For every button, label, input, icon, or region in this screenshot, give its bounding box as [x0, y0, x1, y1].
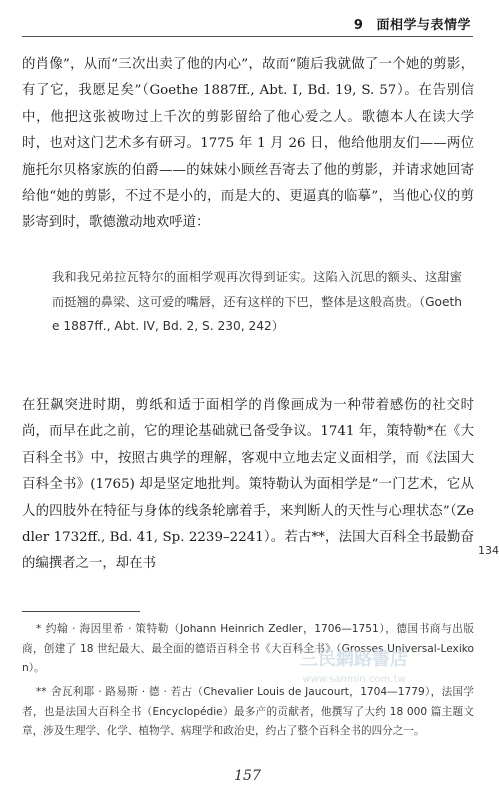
- body-paragraph-1: 的肖像”，从而“三次出卖了他的内心”，故而“随后我就做了一个她的剪影，有了它，我愿足矣”（Goethe 1887ff., Abt. Ⅰ, Bd. 19, S. 57）。在告别信中，他把这张被吻过上千次的剪影留给了他心爱之人。歌德本人在读大学时，也对这门艺术多有研习。1775 年 1 月 26 日，他给他朋友们——两位施托尔贝格家族的伯爵——的妹妹小顾丝吾寄去了他的剪影，并请求她回寄给他“她的剪影，不过不是小的，而是大的、更逼真的临摹”，当他心仪的剪影寄到时，歌德激动地欢呼道：: [22, 57, 474, 231]
- body-paragraph-2: 在狂飙突进时期，剪纸和适于面相学的肖像画成为一种带着感伤的社交时尚，而早在此之前，它的理论基础就已备受争议。1741 年，策特勒*在《大百科全书》中，按照古典学的理解，客观中立地去定义面相学，而《法国大百科全书》(1765) 却是坚定地批判。策特勒认为面相学是“一门艺术，它从人的四肢外在特征与身体的线条轮廓着手，来判断人的天性与心理状态”（Zedler 1732ff., Bd. 41, Sp. 2239–2241）。若古**，法国大百科全书最勤奋的编撰者之一，却在书: [22, 398, 474, 572]
- block-quote: 我和我兄弟拉瓦特尔的面相学观再次得到证实。这陷入沉思的额头、这甜蜜而挺翘的鼻梁、这可爱的嘴唇，还有这样的下巴，整体是这般高贵。（Goethe 1887ff., Abt. IV, Bd. 2, S. 230, 242）: [52, 270, 462, 333]
- footnote-2: [22, 683, 474, 742]
- running-head: [354, 14, 471, 33]
- footnote-text: 舍瓦利耶 · 路易斯 · 德 · 若古（Chevalier Louis de Jaucourt，1704—1779），法国学者，也是法国大百科全书（Encyclopédie）最多产的贡献者，他撰写了大约 18 000 篇主题文章，涉及生理学、化学、植物学、病理学和政治史，约占了整个百科全书的四分之一。: [22, 686, 474, 737]
- watermark-name: 三民網路書店: [300, 649, 408, 670]
- footnote-text: 约翰 · 海因里希 · 策特勒（Johann Heinrich Zedler，1706—1751），德国书商与出版商，创建了 18 世纪最大、最全面的德语百科全书《大百科全书》（Grosses Universal-Lexikon）。: [22, 623, 474, 674]
- footnote-mark: *: [36, 623, 42, 635]
- chapter-number: 9: [353, 18, 364, 33]
- page-number: 157: [234, 768, 261, 784]
- header-rule: [22, 36, 473, 37]
- chapter-title: 面相学与表情学: [376, 18, 471, 33]
- footnote-1: [22, 620, 474, 679]
- footnote-rule: [22, 611, 140, 612]
- margin-page-number: 134: [478, 544, 499, 557]
- footnote-mark: **: [36, 686, 47, 698]
- watermark-url: www.sanmin.com.tw: [302, 674, 406, 685]
